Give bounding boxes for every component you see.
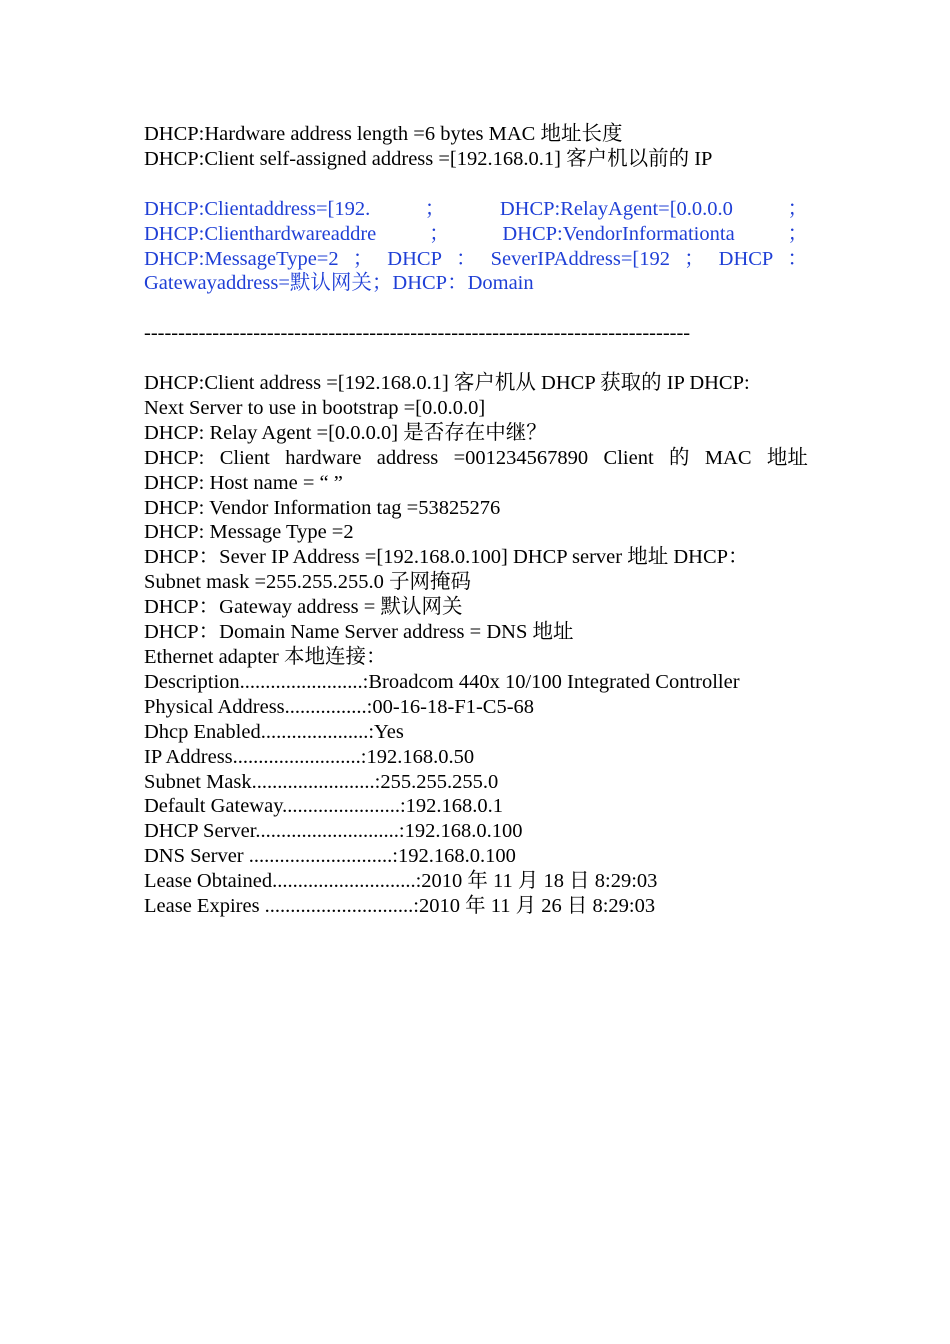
text-line: DNS Server ............................:192.168.0.100 bbox=[144, 845, 516, 868]
text-line: Default Gateway.......................:192.168.0.1 bbox=[144, 795, 504, 818]
text-fragment: MAC bbox=[704, 446, 752, 469]
text-fragment: DHCP:VendorInformationta bbox=[502, 222, 735, 245]
text-fragment: Client bbox=[603, 446, 654, 469]
text-fragment: DHCP: bbox=[144, 446, 205, 469]
text-fragment: ： bbox=[787, 247, 808, 270]
text-fragment: DHCP:Clienthardwareaddre bbox=[144, 222, 377, 245]
text-line: DHCP：Sever IP Address =[192.168.0.100] DHCP server 地址 DHCP： bbox=[144, 546, 749, 569]
text-line: DHCP：Domain Name Server address = DNS 地址 bbox=[144, 621, 574, 644]
text-fragment: ： bbox=[456, 247, 477, 270]
text-fragment: SeverIPAddress=[192 bbox=[490, 247, 670, 270]
text-fragment: DHCP bbox=[718, 247, 774, 270]
text-fragment: DHCP:Clientaddress=[192. bbox=[144, 197, 371, 220]
document-page bbox=[144, 122, 808, 919]
blank-line bbox=[144, 346, 808, 371]
text-line: DHCP: Relay Agent =[0.0.0.0] 是否存在中继？ bbox=[144, 421, 547, 444]
text-fragment: DHCP bbox=[387, 247, 442, 270]
text-line: DHCP: Message Type =2 bbox=[144, 521, 354, 544]
text-line: Subnet Mask........................:255.255.255.0 bbox=[144, 770, 499, 793]
text-fragment: Client bbox=[219, 446, 270, 469]
text-fragment: ； bbox=[424, 197, 446, 220]
text-line: DHCP:Client self-assigned address =[192.168.0.1] 客户机以前的 IP bbox=[144, 147, 713, 170]
text-line: DHCP:Hardware address length =6 bytes MAC 地址长度 bbox=[144, 123, 623, 145]
text-line: Description........................:Broadcom 440x 10/100 Integrated Controller bbox=[144, 670, 740, 693]
text-fragment: ； bbox=[787, 222, 808, 245]
text-line: DHCP Server............................:192.168.0.100 bbox=[144, 820, 523, 843]
blank-line bbox=[144, 296, 808, 321]
text-line: IP Address.........................:192.168.0.50 bbox=[144, 745, 475, 768]
text-fragment: address bbox=[376, 446, 439, 469]
text-line: DHCP: Vendor Information tag =53825276 bbox=[144, 496, 501, 519]
text-fragment: DHCP:RelayAgent=[0.0.0.0 bbox=[499, 197, 733, 220]
text-line: Ethernet adapter 本地连接： bbox=[144, 645, 387, 668]
text-line: Next Server to use in bootstrap =[0.0.0.0] bbox=[144, 396, 486, 419]
text-fragment: ； bbox=[684, 247, 705, 270]
text-fragment: 的 bbox=[668, 446, 690, 469]
text-fragment: =001234567890 bbox=[453, 446, 589, 469]
text-line: Lease Obtained............................:2010 年 11 月 18 日 8:29:03 bbox=[144, 870, 658, 893]
text-fragment: hardware bbox=[285, 446, 362, 469]
text-line: DHCP:Client address =[192.168.0.1] 客户机从 DHCP 获取的 IP DHCP: bbox=[144, 372, 750, 395]
text-fragment: ； bbox=[429, 222, 450, 245]
blank-line bbox=[144, 172, 808, 197]
text-fragment: ； bbox=[787, 197, 808, 220]
text-line: DHCP: Host name = “ ” bbox=[144, 471, 343, 494]
text-line: Dhcp Enabled.....................:Yes bbox=[144, 720, 404, 743]
highlighted-line: Gatewayaddress=默认网关；DHCP：Domain bbox=[144, 272, 534, 295]
text-line: Physical Address................:00-16-18-F1-C5-68 bbox=[144, 695, 535, 718]
text-line: Lease Expires .............................:2010 年 11 月 26 日 8:29:03 bbox=[144, 895, 656, 918]
highlighted-line bbox=[144, 222, 808, 247]
highlighted-line bbox=[144, 197, 808, 222]
highlighted-line bbox=[144, 247, 808, 272]
text-fragment: 地址 bbox=[766, 446, 808, 469]
text-fragment: DHCP:MessageType=2 bbox=[144, 247, 339, 270]
text-line: DHCP：Gateway address = 默认网关 bbox=[144, 596, 463, 619]
separator-line: -------------------------------------------------------------------------------- bbox=[144, 322, 691, 345]
text-line: Subnet mask =255.255.255.0 子网掩码 bbox=[144, 571, 472, 594]
justified-line bbox=[144, 446, 808, 471]
text-fragment: ； bbox=[352, 247, 374, 270]
